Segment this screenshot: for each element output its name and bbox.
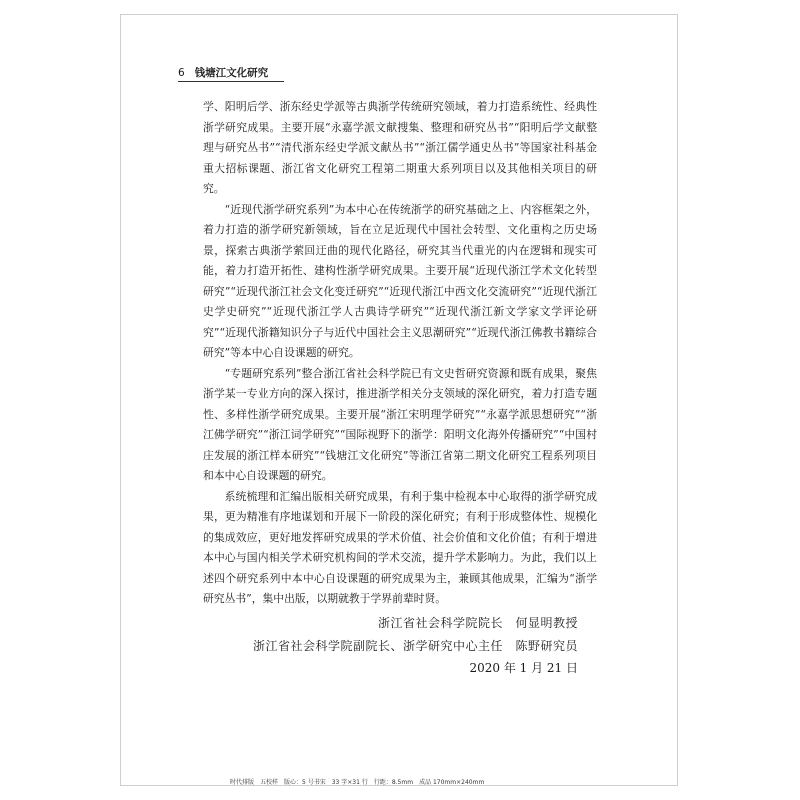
signature-vice-president: 浙江省社会科学院副院长、浙学研究中心主任 陈野研究员 (252, 639, 578, 653)
running-header (178, 65, 284, 82)
page-number: 6 (178, 67, 185, 79)
running-title: 钱塘江文化研究 (194, 67, 269, 79)
signature-date: 2020 年 1 月 21 日 (469, 661, 578, 675)
signature-president: 浙江省社会科学院院长 何显明教授 (377, 616, 578, 630)
body-text (203, 97, 597, 610)
paragraph: “近现代浙学研究系列”为本中心在传统浙学的研究基础之上、内容框架之外，着力打造的浙学研究新领域，旨在立足近现代中国社会转型、文化重构之历史场景，探索古典浙学萦回迂曲的现代化路径，研究其当代重光的内在逻辑和现实可能，着力打造开拓性、建构性浙学研究成果。主要开展“近现代浙江学术文化转型研究”“近现代浙江社会文化变迁研究”“近现代浙江中西文化交流研究”“近现代浙江史学史研究”“近现代浙江学人古典诗学研究”“近现代浙江新文学家文学评论研究”“近现代浙籍知识分子与近代中国社会主义思潮研究”“近现代浙江佛教书籍综合研究”等本中心自设课题的研究。 (203, 202, 597, 359)
paragraph: 系统梳理和汇编出版相关研究成果，有利于集中检视本中心取得的浙学研究成果，更为精准有序地谋划和开展下一阶段的深化研究；有利于形成整体性、规模化的集成效应，更好地发挥研究成果的学术价值、社会价值和文化价值；有利于增进本中心与国内相关学术研究机构间的学术交流，提升学术影响力。为此，我们以上述四个研究系列中本中心自设课题的研究成果为主，兼顾其他成果，汇编为“浙学研究丛书”，集中出版，以期就教于学界前辈时贤。 (203, 489, 597, 605)
paragraph: 学、阳明后学、浙东经史学派等古典浙学传统研究领域，着力打造系统性、经典性浙学研究成果。主要开展“永嘉学派文献搜集、整理和研究丛书”“阳明后学文献整理与研究丛书”“清代浙东经史学派文献丛书”“浙江儒学通史丛书”等国家社科基金重大招标课题、浙江省文化研究工程第二期重大系列项目以及其他相关项目的研究。 (203, 100, 597, 195)
paragraph: “专题研究系列”整合浙江省社会科学院已有文史哲研究资源和既有成果，聚焦浙学某一专业方向的深入探讨，推进浙学相关分支领域的深化研究，着力打造专题性、多样性浙学研究成果。主要开展“浙江宋明理学研究”“永嘉学派思想研究”“浙江佛学研究”“浙江词学研究”“国际视野下的浙学：阳明文化海外传播研究”“中国村庄发展的浙江样本研究”“钱塘江文化研究”等浙江省第二期文化研究工程系列项目和本中心自设课题的研究。 (203, 366, 597, 482)
print-footer: 时代排版 五校样 版心：5 号书宋 33 字×31 行 行距：8.5mm 成品 170mm×240mm (230, 779, 485, 786)
